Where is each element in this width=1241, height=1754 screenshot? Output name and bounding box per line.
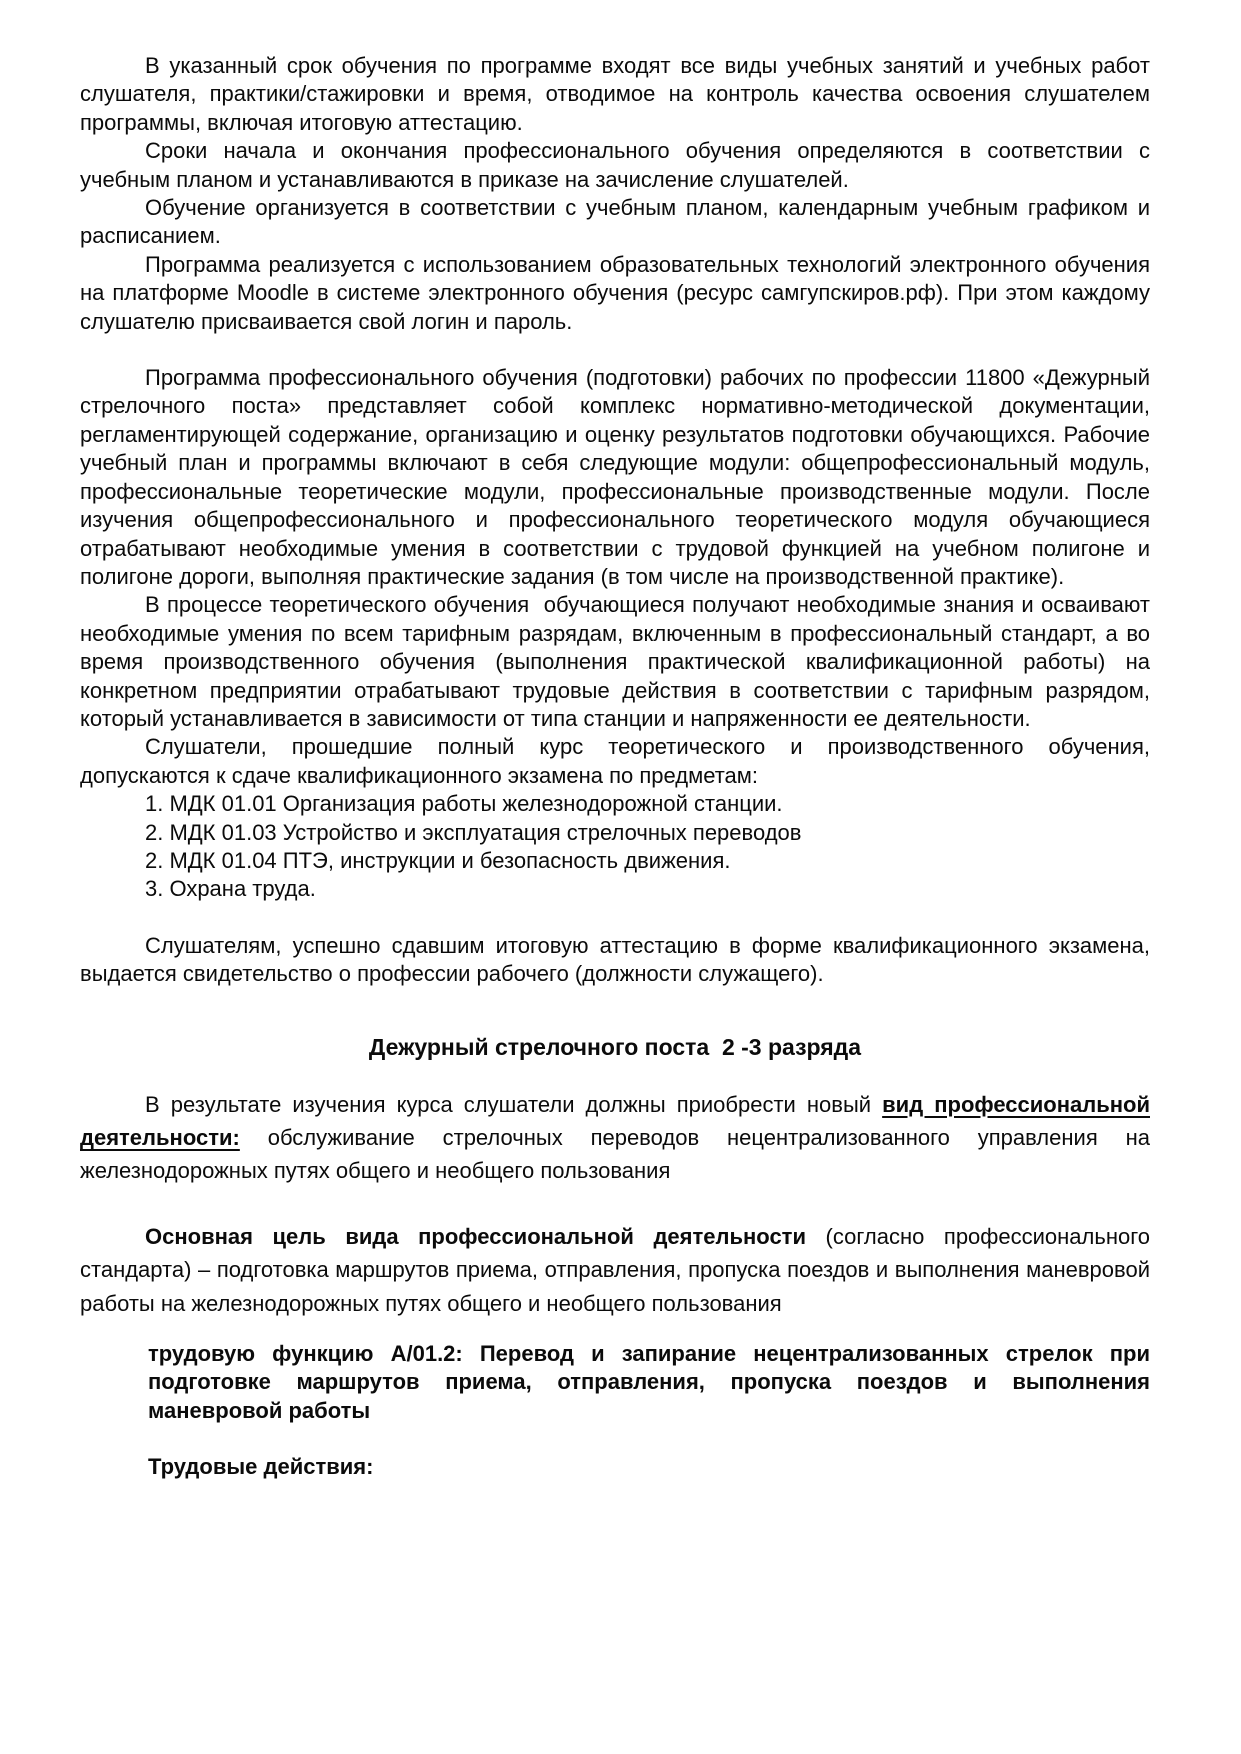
paragraph-course-result [80,1088,1150,1188]
course-result-text-end: обслуживание стрелочных переводов нецентрализованного управления на железнодорожных путях общего и необщего пользования [80,1125,1150,1184]
paragraph-theoretical-training: В процессе теоретического обучения обучающиеся получают необходимые знания и осваивают необходимые умения по всем тарифным разрядам, включенным в профессиональный стандарт, а во время производственного обучения (выполнения практической квалификационной работы) на конкретном предприятии отрабатывают трудовые действия в соответствии с тарифным разрядом, который устанавливается в зависимости от типа станции и напряженности ее деятельности. [80,592,1150,731]
paragraph-certificate: Слушателям, успешно сдавшим итоговую аттестацию в форме квалификационного экзамена, выдается свидетельство о профессии рабочего (должности служащего). [80,932,1150,987]
paragraph-training-organization: Обучение организуется в соответствии с учебным планом, календарным учебным графиком и расписанием. [80,195,1150,249]
professional-activity-type-emphasis: вид профессиональной деятельности: [80,1091,1150,1150]
paragraph-main-goal [80,1220,1150,1320]
paragraph-program-description: Программа профессионального обучения (подготовки) рабочих по профессии 11800 «Дежурный стрелочного поста» представляет собой комплекс нормативно-методической документации, регламентирующей содержание, организацию и оценку результатов подготовки обучающихся. Рабочие учебный план и программы включают в себя следующие модули: общепрофессиональный модуль, профессиональные теоретические модули, профессиональные производственные модули. После изучения общепрофессионального и профессионального теоретического модуля обучающиеся отрабатывают необходимые умения в соответствии с трудовой функцией на учебном полигоне и полигоне дороги, выполняя практические задания (в том числе на производственной практике). [80,365,1150,589]
list-item-mdk-01-03: 2. МДК 01.03 Устройство и эксплуатация стрелочных переводов [145,819,802,845]
paragraph-exam-admission: Слушатели, прошедшие полный курс теоретического и производственного обучения, допускаются к сдаче квалификационного экзамена по предметам: [80,734,1150,788]
paragraph-labor-function: трудовую функцию А/01.2: Перевод и запирание нецентрализованных стрелок при подготовке маршрутов приема, отправления, пропуска поездов и выполнения маневровой работы [148,1341,1150,1423]
list-item-mdk-01-01: 1. МДК 01.01 Организация работы железнодорожной станции. [145,791,783,817]
main-goal-emphasis: Основная цель вида профессиональной деятельности [145,1223,806,1249]
list-item-mdk-01-04: 2. МДК 01.04 ПТЭ, инструкции и безопасность движения. [145,847,731,873]
paragraph-moodle-platform: Программа реализуется с использованием образовательных технологий электронного обучения на платформе Moodle в системе электронного обучения (ресурс самгупскиров.рф). При этом каждому слушателю присваивается свой логин и пароль. [80,251,1150,334]
main-goal-text: (согласно профессионального стандарта) – подготовка маршрутов приема, отправления, пропуска поездов и выполнения маневровой работы на железнодорожных путях общего и необщего пользования [80,1223,1150,1316]
exam-subjects-list [80,790,1150,904]
list-item-labor-safety: 3. Охрана труда. [145,876,316,902]
paragraph-training-dates: Сроки начала и окончания профессионального обучения определяются в соответствии с учебным планом и устанавливаются в приказе на зачисление слушателей. [80,138,1150,192]
paragraph-training-period: В указанный срок обучения по программе входят все виды учебных занятий и учебных работ слушателя, практики/стажировки и время, отводимое на контроль качества освоения слушателем программы, включая итоговую аттестацию. [80,53,1150,135]
course-result-text-start: В результате изучения курса слушатели должны приобрести новый [145,1091,883,1117]
label-labor-actions: Трудовые действия: [148,1454,374,1480]
section-heading-profession: Дежурный стрелочного поста 2 -3 разряда [368,1033,862,1060]
